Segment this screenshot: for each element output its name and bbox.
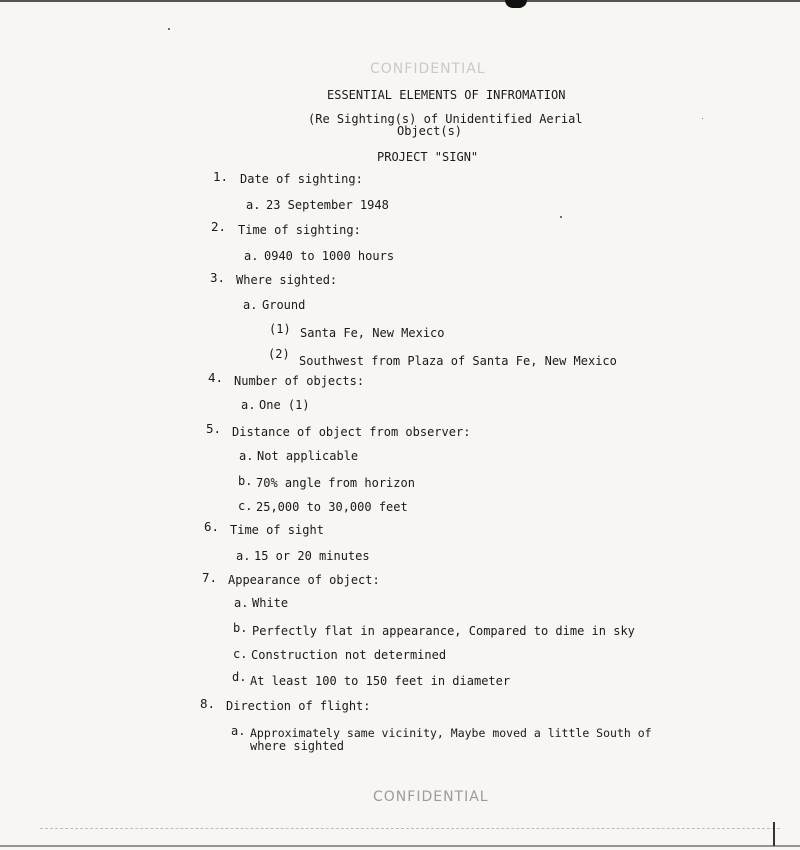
subsub-mark: (2)	[268, 347, 290, 361]
item-number: 3.	[210, 270, 226, 285]
sub-text: Construction not determined	[251, 648, 447, 662]
speck	[560, 216, 562, 218]
subsub-mark: (1)	[269, 322, 291, 336]
item-number: 8.	[200, 696, 216, 711]
sub-text: Ground	[262, 298, 306, 312]
sub-text: Approximately same vicinity, Maybe moved a little South of	[250, 726, 652, 740]
subsub-text: Southwest from Plaza of Santa Fe, New Mexico	[299, 354, 617, 368]
sub-mark: d.	[232, 670, 247, 684]
item-number: 4.	[208, 370, 224, 385]
document-title: ESSENTIAL ELEMENTS OF INFROMATION	[327, 88, 566, 102]
sub-text: 0940 to 1000 hours	[264, 249, 395, 263]
classification-stamp-top: CONFIDENTIAL	[370, 61, 486, 77]
item-label: Number of objects:	[234, 374, 365, 388]
classification-stamp-bottom: CONFIDENTIAL	[373, 789, 489, 805]
binder-notch	[505, 0, 527, 8]
item-label: Appearance of object:	[228, 573, 380, 587]
sub-text: At least 100 to 150 feet in diameter	[250, 674, 511, 688]
sub-text-continuation: where sighted	[250, 739, 344, 753]
item-number: 6.	[204, 519, 220, 534]
item-label: Time of sighting:	[238, 223, 361, 237]
sub-mark: c.	[238, 499, 253, 513]
speck	[168, 28, 170, 30]
sub-text: 25,000 to 30,000 feet	[256, 500, 408, 514]
sub-mark: a.	[246, 198, 261, 212]
item-number: 5.	[206, 421, 222, 436]
sub-mark: a.	[231, 724, 246, 738]
scan-edge-mark	[773, 822, 775, 846]
sub-mark: a.	[239, 449, 254, 463]
sub-text: 70% angle from horizon	[256, 476, 415, 490]
sub-mark: b.	[238, 474, 253, 488]
sub-text: White	[252, 596, 289, 610]
item-label: Direction of flight:	[226, 699, 371, 713]
sub-mark: a.	[236, 549, 251, 563]
page-bottom-edge	[0, 845, 800, 847]
sub-mark: b.	[233, 621, 248, 635]
sub-mark: a.	[244, 249, 259, 263]
project-name: PROJECT "SIGN"	[377, 150, 479, 164]
sub-mark: a.	[241, 398, 256, 412]
speck	[702, 118, 703, 119]
scan-artifact-line	[40, 828, 780, 830]
subsub-text: Santa Fe, New Mexico	[300, 326, 445, 340]
subtitle-line-2: Object(s)	[397, 124, 463, 138]
page-top-edge	[0, 0, 800, 6]
sub-mark: a.	[234, 596, 249, 610]
item-label: Date of sighting:	[240, 172, 363, 186]
item-number: 2.	[211, 219, 227, 234]
item-label: Time of sight	[230, 523, 324, 537]
sub-text: 23 September 1948	[266, 198, 389, 212]
item-label: Distance of object from observer:	[232, 425, 471, 439]
item-label: Where sighted:	[236, 273, 338, 287]
sub-text: 15 or 20 minutes	[254, 549, 370, 563]
sub-text: One (1)	[259, 398, 310, 412]
sub-text: Perfectly flat in appearance, Compared to dime in sky	[252, 624, 635, 638]
item-number: 1.	[213, 169, 229, 184]
sub-mark: c.	[233, 647, 248, 661]
subtitle-line-1: (Re Sighting(s) of Unidentified Aerial	[308, 112, 583, 126]
sub-mark: a.	[243, 298, 258, 312]
sub-text: Not applicable	[257, 449, 359, 463]
item-number: 7.	[202, 570, 218, 585]
